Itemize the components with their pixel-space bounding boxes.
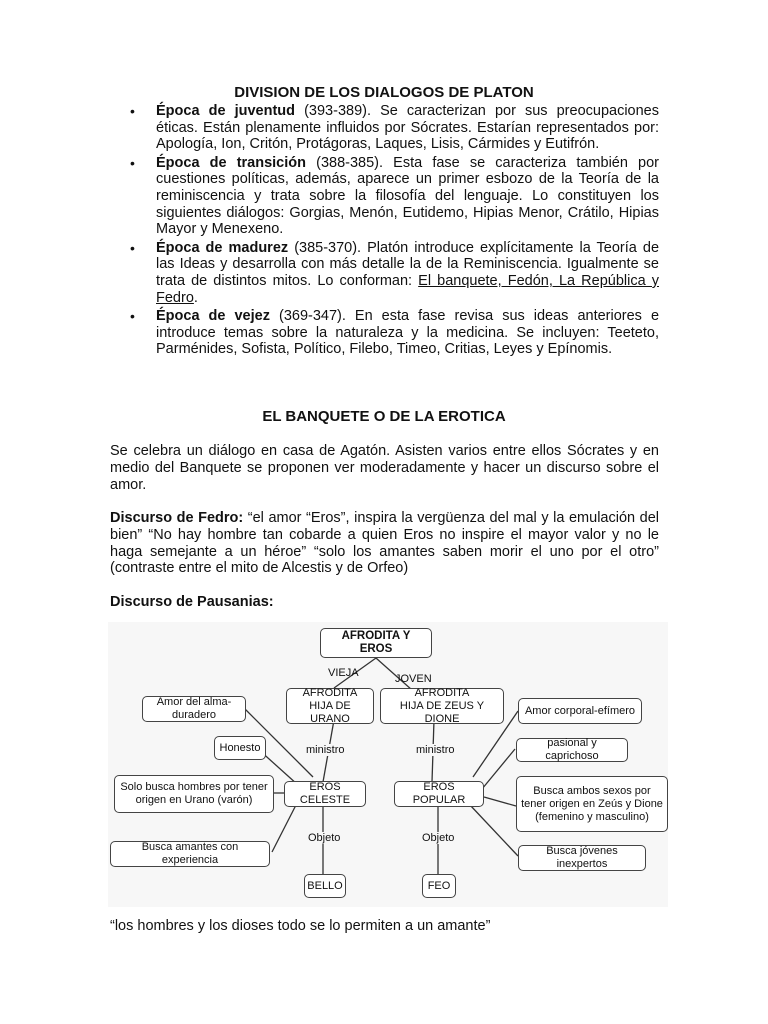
- list-item: [110, 308, 659, 358]
- bullet-icon: •: [130, 239, 135, 256]
- heading-banquete: EL BANQUETE O DE LA EROTICA: [262, 408, 506, 425]
- node-honesto: Honesto: [214, 736, 266, 760]
- epoch-name: Época de madurez: [156, 239, 289, 256]
- epoch-text: (393-389). Se caracterizan por sus preocupaciones éticas. Están plenamente influidos por Sócrates. Estarían representados por: Apología, Ion, Critón, Protágoras, Laques, Lisis, Cármides y Eutifrón.: [156, 103, 659, 153]
- epochs-list: [110, 103, 659, 358]
- node-line: HIJA DE URANO: [309, 699, 351, 725]
- label-vieja: VIEJA: [328, 667, 359, 679]
- node-amor-corporal: Amor corporal-efímero: [518, 698, 642, 724]
- fedro-label: Discurso de Fedro:: [110, 510, 244, 526]
- fedro-paragraph: [110, 510, 659, 577]
- label-ministro-right: ministro: [416, 744, 455, 756]
- label-objeto-right: Objeto: [422, 832, 455, 844]
- node-eros-celeste: EROS CELESTE: [284, 781, 366, 807]
- fedro-text: “el amor “Eros”, inspira la vergüenza del mal y la emulación del bien” “No hay hombre tan cobarde a quien Eros no inspire el mayor valor y no le haga semejante a un héroe” “solo los amantes saben morir el uno por el otro” (contraste entre el mito de Alcestis y de Orfeo): [110, 510, 659, 577]
- pausanias-heading: [110, 594, 659, 611]
- label-joven: JOVEN: [395, 673, 432, 685]
- bullet-icon: •: [130, 154, 135, 171]
- node-line: AFRODITA: [414, 686, 470, 699]
- concept-map: [108, 622, 668, 907]
- label-objeto-left: Objeto: [308, 832, 341, 844]
- underlined-works: El banquete, Fedón, La República y Fedro: [156, 272, 659, 306]
- closing-quote: “los hombres y los dioses todo se lo permiten a un amante”: [110, 918, 491, 934]
- node-pasional: pasional y caprichoso: [516, 738, 628, 762]
- intro-paragraph: Se celebra un diálogo en casa de Agatón. Asisten varios entre ellos Sócrates y en medio del Banquete se proponen ver moderadamente y hacer un discurso sobre el amor.: [110, 443, 659, 493]
- epoch-name: Época de transición: [156, 154, 306, 171]
- node-feo: FEO: [422, 874, 456, 898]
- node-line: AFRODITA: [302, 686, 358, 699]
- node-afrodita-urano: [286, 688, 374, 724]
- epoch-name: Época de vejez: [156, 308, 270, 325]
- node-solo-busca-hombres: Solo busca hombres por tener origen en Urano (varón): [114, 775, 274, 813]
- epoch-tail: .: [193, 289, 198, 306]
- node-busca-ambos-sexos: Busca ambos sexos por tener origen en Zeús y Dione (femenino y masculino): [516, 776, 668, 832]
- epoch-text: (385-370). Platón introduce explícitamente la Teoría de las Ideas y desarrolla con más detalle la de la Reminiscencia. Igualmente se trata de distintos mitos. Lo conforman:: [156, 239, 660, 289]
- node-bello: BELLO: [304, 874, 346, 898]
- epoch-name: Época de juventud: [156, 103, 296, 119]
- bullet-icon: •: [130, 308, 135, 325]
- node-amor-alma: Amor del alma-duradero: [142, 696, 246, 722]
- heading-division: DIVISION DE LOS DIALOGOS DE PLATON: [234, 84, 534, 101]
- node-afrodita-y-eros: AFRODITA Y EROS: [320, 628, 432, 658]
- node-eros-popular: EROS POPULAR: [394, 781, 484, 807]
- node-busca-amantes: Busca amantes con experiencia: [110, 841, 270, 867]
- epoch-text: (388-385). Esta fase se caracteriza también por cuestiones políticas, además, aparece un primer esbozo de la Teoría de la reminiscencia y trata sobre la filosofía del lenguaje. Lo constituyen los siguientes diálogos: Gorgias, Menón, Eutidemo, Hipias Menor, Crátilo, Hipias Mayor y Menexeno.: [156, 154, 660, 238]
- list-item: [110, 155, 659, 238]
- epoch-text: (369-347). En esta fase revisa sus ideas anteriores e introduce temas sobre la naturaleza y la medicina. Se incluyen: Teeteto, Parménides, Sofista, Político, Filebo, Timeo, Critias, Leyes y Epínomis.: [156, 308, 660, 358]
- label-ministro-left: ministro: [306, 744, 345, 756]
- node-afrodita-zeus: [380, 688, 504, 724]
- list-item: [110, 103, 659, 153]
- list-item: [110, 240, 659, 306]
- bullet-icon: •: [130, 103, 135, 119]
- node-busca-jovenes: Busca jóvenes inexpertos: [518, 845, 646, 871]
- node-line: HIJA DE ZEUS Y DIONE: [399, 699, 485, 725]
- pausanias-label: Discurso de Pausanias:: [110, 594, 274, 610]
